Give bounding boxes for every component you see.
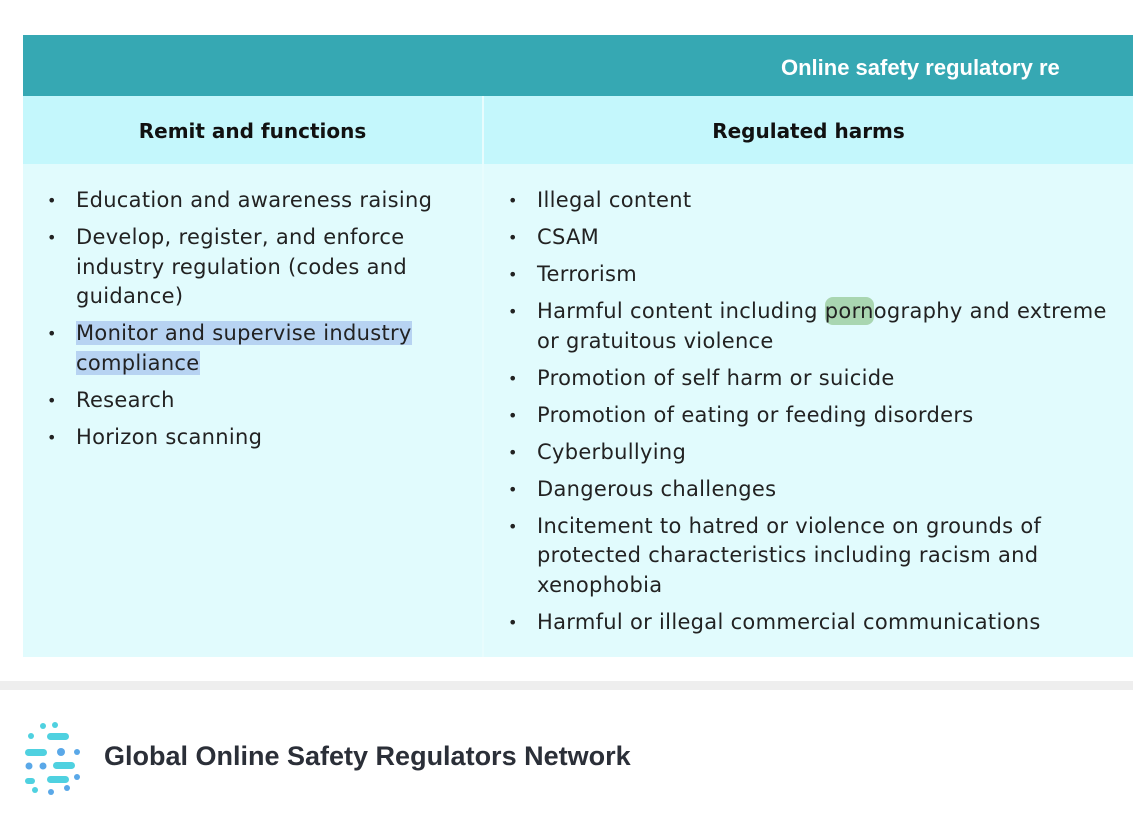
list-item [537,297,1133,356]
list-item: • Promotion of eating or feeding disorders [537,401,1133,431]
selected-text[interactable]: Monitor and supervise industry compliance [76,321,412,375]
brand-name: Global Online Safety Regulators Network [104,741,631,771]
list-item: • Develop, register, and enforce industry regulation (codes and guidance) [76,223,482,312]
find-highlight: porn [824,299,874,323]
globe-logo-icon [23,720,87,798]
list-item: • Horizon scanning [76,423,482,453]
list-item [76,319,482,378]
text: ography and extreme or gratuitous violence [537,299,1107,353]
header-harms: Regulated harms [712,119,905,143]
list-item: • Harmful or illegal commercial communications [537,608,1133,638]
list-item: • Cyberbullying [537,438,1133,468]
list-item: • CSAM [537,223,1133,253]
list-item: • Incitement to hatred or violence on grounds of protected characteristics including racism and xenophobia [537,512,1133,601]
harms-list [484,164,1133,637]
remit-list [23,164,482,452]
list-item: • Education and awareness raising [76,186,482,216]
table-title: Online safety regulatory re [23,35,1133,96]
list-item: • Illegal content [537,186,1133,216]
divider [0,681,1133,690]
list-item: • Terrorism [537,260,1133,290]
header-remit: Remit and functions [23,96,484,164]
text: Harmful content including [537,299,825,323]
list-item: • Promotion of self harm or suicide [537,364,1133,394]
list-item: • Research [76,386,482,416]
list-item: • Dangerous challenges [537,475,1133,505]
regulatory-table [23,35,1133,657]
